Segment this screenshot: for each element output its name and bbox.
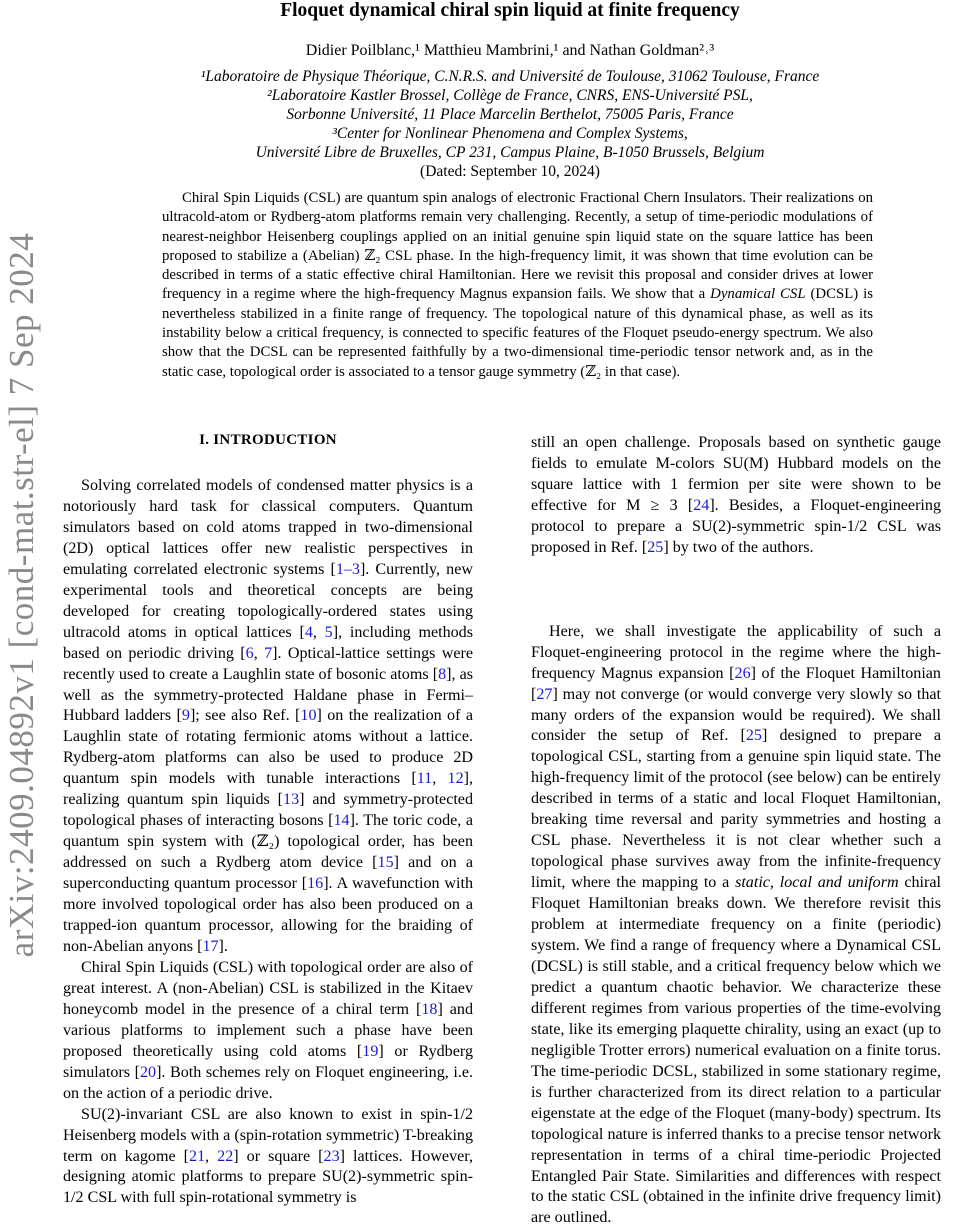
paragraph: still an open challenge. Proposals based on synthetic gauge fields to emulate M-colors SU(M) Hubbard models on the square lattice with 1 fermion per site were shown to be effective for M ≥ 3 [24]. Besides, a Floquet-engineering protocol to prepare a SU(2)-symmetric spin-1/2 CSL was proposed in Ref. [25] by two of the authors.: [531, 434, 942, 556]
citation-link[interactable]: 19: [362, 1042, 379, 1060]
paragraph: Solving correlated models of condensed matter physics is a notoriously hard task for classical computers. Quantum simulators based on cold atoms trapped in two-dimensional (2D) optical lattices offer new realistic perspectives in emulating correlated electronic systems [1–3]. Currently, new experimental tools and theoretical concepts are being developed for creating topologically-ordered states using ultracold atoms in optical lattices [4, 5], including methods based on periodic driving [6, 7]. Optical-lattice settings were recently used to create a Laughlin state of bosonic atoms [8], as well as the symmetry-protected Haldane phase in Fermi–Hubbard ladders [9]; see also Ref. [10] on the realization of a Laughlin state of rotating fermionic atoms without a lattice. Rydberg-atom platforms can also be used to produce 2D quantum spin models with tunable interactions [11, 12], realizing quantum spin liquids [13] and symmetry-protected topological phases of interacting bosons [14]. The toric code, a quantum spin system with (ℤ₂) topological order, has been addressed on such a Rydberg atom device [15] and on a superconducting quantum processor [16]. A wavefunction with more involved topological order has also been produced on a trapped-ion quantum processor, allowing for the braiding of non-Abelian anyons [17].: [63, 477, 474, 955]
arxiv-identifier-sidebar: [0, 232, 44, 958]
citation-link[interactable]: 24: [693, 496, 710, 514]
affiliations: [60, 67, 960, 162]
citation-link[interactable]: 27: [536, 685, 553, 703]
affiliation-line: ¹Laboratoire de Physique Théorique, C.N.R.S. and Université de Toulouse, 31062 Toulouse, France: [200, 68, 820, 85]
citation-link[interactable]: 8: [438, 665, 447, 683]
affiliation-line: ²Laboratoire Kastler Brossel, Collège de France, CNRS, ENS-Université PSL,: [267, 87, 753, 104]
citation-link[interactable]: 13: [283, 791, 300, 809]
emphasis-text: static, local and uniform: [735, 874, 899, 892]
citation-link[interactable]: 14: [333, 812, 350, 830]
abstract-text: Chiral Spin Liquids (CSL) are quantum spin analogs of electronic Fractional Chern Insulators. Their realizations on ultracold-atom or Rydberg-atom platforms remain very challenging. Recently, a setup of time-periodic modulations of nearest-neighbor Heisenberg couplings applied on an initial genuine spin liquid state on the square lattice has been proposed to stabilize a (Abelian) ℤ₂ CSL phase. In the high-frequency limit, it was shown that time evolution can be described in terms of a static effective chiral Hamiltonian. Here we revisit this proposal and consider drives at lower frequency in a regime where the high-frequency Magnus expansion fails. We show that a: [162, 190, 873, 303]
section-heading: I. INTRODUCTION: [199, 432, 337, 448]
affiliation-line: Sorbonne Université, 11 Place Marcelin Berthelot, 75005 Paris, France: [286, 106, 734, 123]
author-list: Didier Poilblanc,¹ Matthieu Mambrini,¹ and Nathan Goldman²˒³: [305, 42, 715, 59]
paper-title: Floquet dynamical chiral spin liquid at finite frequency: [280, 0, 740, 21]
citation-link[interactable]: 17: [202, 937, 219, 955]
abstract: [162, 189, 873, 382]
citation-link[interactable]: 25: [647, 538, 664, 556]
citation-link[interactable]: 9: [181, 707, 190, 725]
arxiv-id: arXiv:2409.04892v1 [cond-mat.str-el] 7 Sep 2024: [2, 232, 41, 958]
citation-link[interactable]: 26: [734, 664, 751, 682]
citation-link[interactable]: 15: [377, 854, 394, 872]
date-line: (Dated: September 10, 2024): [420, 163, 600, 180]
citation-link[interactable]: 22: [217, 1147, 234, 1165]
abstract-emphasis: Dynamical CSL: [710, 286, 806, 303]
paragraph: Here, we shall investigate the applicability of such a Floquet-engineering protocol in the regime where the high-frequency Magnus expansion [26] of the Floquet Hamiltonian [27] may not converge (or would converge very slowly so that many orders of the expansion would be required). We shall consider the setup of Ref. [25] designed to prepare a topological CSL, starting from a genuine spin liquid state. The high-frequency limit of the protocol (see below) can be entirely described in terms of a static and local Floquet Hamiltonian, breaking time reversal and parity symmetries and hosting a CSL phase. Nevertheless it is not clear whether such a topological phase survives away from the infinite-frequency limit, where the mapping to a static, local and uniform chiral Floquet Hamiltonian breaks down. We therefore revisit this problem at intermediate frequency on a finite (periodic) system. We find a range of frequency where a Dynamical CSL (DCSL) is still stable, and a critical frequency below which we predict a quantum chaotic behavior. We characterize these different regimes from various properties of the time-evolving state, like its emerging plaquette chirality, using an exact (up to negligible Trotter errors) numerical evaluation on a finite torus. The time-periodic DCSL, stabilized in some stationary regime, is further characterized from its direct relation to a particular eigenstate at the edge of the Floquet (many-body) spectrum. Its topological nature is inferred thanks to a precise tensor network representation in terms of a chiral time-periodic Projected Entangled Pair State. Similarities and differences with respect to the static CSL (obtained in the infinite drive frequency limit) are outlined.: [531, 622, 941, 1227]
citation-link[interactable]: 21: [189, 1147, 206, 1165]
abstract-text: (DCSL) is nevertheless stabilized in a finite range of frequency. The topological nature of this dynamical phase, as well as its instability below a critical frequency, is connected to specific features of the Floquet pseudo-energy spectrum. We also show that the DCSL can be represented faithfully by a two-dimensional time-periodic tensor network and, as in the static case, topological order is associated to a tensor gauge symmetry (ℤ₂ in that case).: [162, 286, 873, 380]
citation-link[interactable]: 16: [307, 875, 324, 893]
citation-link[interactable]: 1–3: [335, 560, 360, 578]
citation-link[interactable]: 10: [300, 707, 317, 725]
column-spacer: [531, 559, 941, 622]
paragraph: Chiral Spin Liquids (CSL) with topological order are also of great interest. A (non-Abelian) CSL is stabilized in the Kitaev honeycomb model in the presence of a chiral term [18] and various platforms to implement such a phase have been proposed theoretically using cold atoms [19] or Rydberg simulators [20]. Both schemes rely on Floquet engineering, i.e. on the action of a periodic drive.: [63, 958, 474, 1102]
citation-link[interactable]: 23: [323, 1147, 340, 1165]
left-column: [63, 430, 473, 1209]
affiliation-line: Université Libre de Bruxelles, CP 231, Campus Plaine, B-1050 Brussels, Belgium: [255, 144, 765, 161]
citation-link[interactable]: 7: [264, 644, 273, 662]
citation-link[interactable]: 25: [745, 727, 762, 745]
citation-link[interactable]: 11: [416, 770, 433, 788]
citation-link[interactable]: 5: [324, 623, 333, 641]
citation-link[interactable]: 4: [304, 623, 313, 641]
paragraph: SU(2)-invariant CSL are also known to exist in spin-1/2 Heisenberg models with a (spin-rotation symmetric) T-breaking term on kagome [21, 22] or square [23] lattices. However, designing atomic platforms to prepare SU(2)-symmetric spin-1/2 CSL with full spin-rotational symmetry is: [63, 1105, 474, 1207]
citation-link[interactable]: 20: [139, 1063, 157, 1081]
affiliation-line: ³Center for Nonlinear Phenomena and Complex Systems,: [332, 125, 688, 142]
citation-link[interactable]: 18: [421, 1000, 438, 1018]
citation-link[interactable]: 6: [245, 644, 254, 662]
right-column: [531, 433, 941, 1229]
citation-link[interactable]: 12: [447, 770, 464, 788]
